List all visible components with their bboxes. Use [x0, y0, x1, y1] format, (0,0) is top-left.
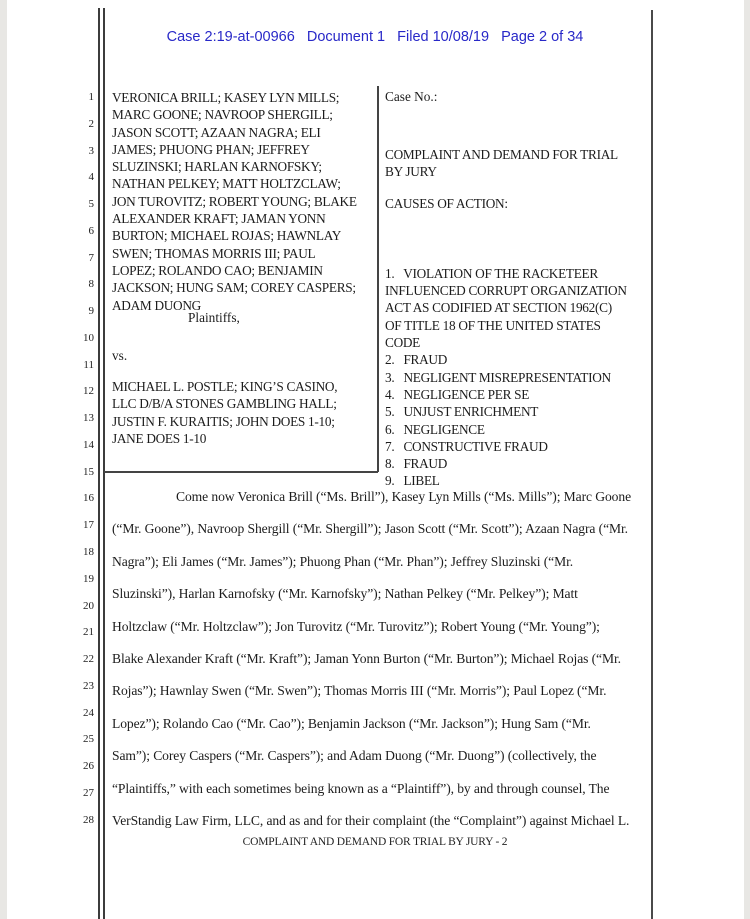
cause-of-action-line: 7. CONSTRUCTIVE FRAUD — [385, 438, 548, 454]
caption-plaintiffs-line: ADAM DUONG — [112, 297, 201, 313]
document-title-line: BY JURY — [385, 164, 437, 180]
line-number: 22 — [83, 653, 94, 666]
cause-of-action-line: 8. FRAUD — [385, 456, 448, 472]
versus-label: vs. — [112, 348, 128, 363]
line-number: 11 — [83, 358, 94, 371]
complaint-body-line: VerStandig Law Firm, LLC, and as and for their complaint (the “Complaint”) against Michael L. — [112, 812, 630, 828]
line-number: 25 — [83, 733, 94, 746]
court-stamp-header: Case 2:19-at-00966 Document 1 Filed 10/08/19 Page 2 of 34 — [166, 29, 584, 45]
complaint-body-line: Holtzclaw (“Mr. Holtzclaw”); Jon Turovitz (“Mr. Turovitz”); Robert Young (“Mr. Young”); — [112, 618, 600, 634]
caption-plaintiffs-line: MARC GOONE; NAVROOP SHERGILL; — [112, 107, 333, 123]
line-number: 17 — [83, 519, 94, 532]
caption-plaintiffs-line: JASON SCOTT; AZAAN NAGRA; ELI — [112, 124, 321, 140]
scan-edge-left — [0, 0, 7, 919]
caption-defendants-line: LLC D/B/A STONES GAMBLING HALL; — [112, 396, 337, 412]
cause-of-action-line: ACT AS CODIFIED AT SECTION 1962(C) — [385, 300, 612, 316]
scan-edge-right — [744, 0, 750, 919]
cause-of-action-line: 2. FRAUD — [385, 352, 448, 368]
complaint-body-line: “Plaintiffs,” with each sometimes being known as a “Plaintiff”), by and through counsel, The — [112, 780, 610, 796]
line-number: 26 — [83, 760, 94, 773]
plaintiffs-designation: Plaintiffs, — [188, 310, 240, 325]
cause-of-action-line: INFLUENCED CORRUPT ORGANIZATION — [385, 283, 627, 299]
line-number: 10 — [83, 331, 94, 344]
caption-plaintiffs-line: SLUZINSKI; HARLAN KARNOFSKY; — [112, 159, 322, 175]
line-number: 7 — [88, 251, 94, 264]
caption-box-divider — [377, 86, 379, 472]
line-number: 24 — [83, 706, 94, 719]
complaint-body-line: Come now Veronica Brill (“Ms. Brill”), Kasey Lyn Mills (“Ms. Mills”); Marc Goone — [176, 489, 631, 504]
page-footer-title: COMPLAINT AND DEMAND FOR TRIAL BY JURY - 2 — [242, 836, 508, 848]
caption-plaintiffs-list — [112, 89, 374, 314]
caption-plaintiffs-line: LOPEZ; ROLANDO CAO; BENJAMIN — [112, 262, 323, 278]
cause-of-action-line: OF TITLE 18 OF THE UNITED STATES — [385, 317, 601, 333]
line-number: 21 — [83, 626, 94, 639]
pleading-left-rule-inner — [103, 8, 105, 919]
cause-of-action-line: 1. VIOLATION OF THE RACKETEER — [385, 265, 598, 281]
line-number: 4 — [88, 171, 94, 184]
line-number: 14 — [83, 438, 94, 451]
line-number: 15 — [83, 465, 94, 478]
caption-defendants-line: JANE DOES 1-10 — [112, 430, 207, 446]
line-number: 8 — [88, 278, 94, 291]
cause-of-action-line: 5. UNJUST ENRICHMENT — [385, 404, 539, 420]
caption-defendants-list — [112, 378, 374, 447]
complaint-body-line: (“Mr. Goone”), Navroop Shergill (“Mr. Shergill”); Jason Scott (“Mr. Scott”); Azaan Nagra (“Mr. — [112, 521, 628, 537]
line-number: 9 — [88, 305, 94, 318]
pleading-left-rule-outer — [98, 8, 100, 919]
document-title — [385, 146, 650, 181]
cause-of-action-line: 9. LIBEL — [385, 473, 440, 489]
document-title-line: COMPLAINT AND DEMAND FOR TRIAL — [385, 147, 618, 162]
line-number: 3 — [88, 144, 94, 157]
caption-plaintiffs-line: JON TUROVITZ; ROBERT YOUNG; BLAKE — [112, 193, 357, 209]
complaint-body-text — [112, 488, 657, 844]
complaint-body-line: Nagra”); Eli James (“Mr. James”); Phuong Phan (“Mr. Phan”); Jeffrey Sluzinski (“Mr. — [112, 553, 574, 569]
line-number: 5 — [88, 198, 94, 211]
caption-defendants-line: JUSTIN F. KURAITIS; JOHN DOES 1-10; — [112, 413, 335, 429]
caption-plaintiffs-line: ALEXANDER KRAFT; JAMAN YONN — [112, 211, 326, 227]
cause-of-action-line: 3. NEGLIGENT MISREPRESENTATION — [385, 369, 611, 385]
caption-plaintiffs-line: JACKSON; HUNG SAM; COREY CASPERS; — [112, 280, 356, 296]
caption-plaintiffs-line: VERONICA BRILL; KASEY LYN MILLS; — [112, 90, 340, 105]
complaint-body-line: Lopez”); Rolando Cao (“Mr. Cao”); Benjamin Jackson (“Mr. Jackson”); Hung Sam (“Mr. — [112, 715, 591, 731]
line-number: 16 — [83, 492, 94, 505]
cause-of-action-line: CODE — [385, 335, 420, 351]
complaint-body-line: Sluzinski”), Harlan Karnofsky (“Mr. Karnofsky”); Nathan Pelkey (“Mr. Pelkey”); Matt — [112, 586, 578, 602]
line-number: 20 — [83, 599, 94, 612]
line-number: 2 — [88, 117, 94, 130]
cause-of-action-line: 4. NEGLIGENCE PER SE — [385, 386, 530, 402]
causes-of-action-list — [385, 213, 650, 490]
caption-plaintiffs-line: JAMES; PHUONG PHAN; JEFFREY — [112, 141, 310, 157]
caption-plaintiffs-line: BURTON; MICHAEL ROJAS; HAWNLAY — [112, 228, 342, 244]
line-number: 12 — [83, 385, 94, 398]
complaint-body-line: Rojas”); Hawnlay Swen (“Mr. Swen”); Thomas Morris III (“Mr. Morris”); Paul Lopez (“Mr. — [112, 683, 607, 699]
caption-plaintiffs-line: NATHAN PELKEY; MATT HOLTZCLAW; — [112, 176, 341, 192]
cause-of-action-line: 6. NEGLIGENCE — [385, 421, 485, 437]
complaint-body-line: Blake Alexander Kraft (“Mr. Kraft”); Jaman Yonn Burton (“Mr. Burton”); Michael Rojas (“Mr. — [112, 650, 621, 666]
line-number: 23 — [83, 679, 94, 692]
line-number: 13 — [83, 412, 94, 425]
line-number-column — [60, 84, 94, 833]
line-number: 19 — [83, 572, 94, 585]
causes-of-action-heading: CAUSES OF ACTION: — [385, 196, 508, 211]
caption-defendants-line: MICHAEL L. POSTLE; KING’S CASINO, — [112, 379, 338, 394]
line-number: 1 — [88, 91, 94, 103]
line-number: 28 — [83, 813, 94, 826]
caption-plaintiffs-line: SWEN; THOMAS MORRIS III; PAUL — [112, 245, 316, 261]
case-number-label: Case No.: — [385, 89, 438, 104]
caption-box-bottom-border — [104, 471, 378, 473]
line-number: 18 — [83, 546, 94, 559]
line-number: 6 — [88, 224, 94, 237]
complaint-body-line: Sam”); Corey Caspers (“Mr. Caspers”); and Adam Duong (“Mr. Duong”) (collectively, the — [112, 748, 597, 764]
line-number: 27 — [83, 786, 94, 799]
